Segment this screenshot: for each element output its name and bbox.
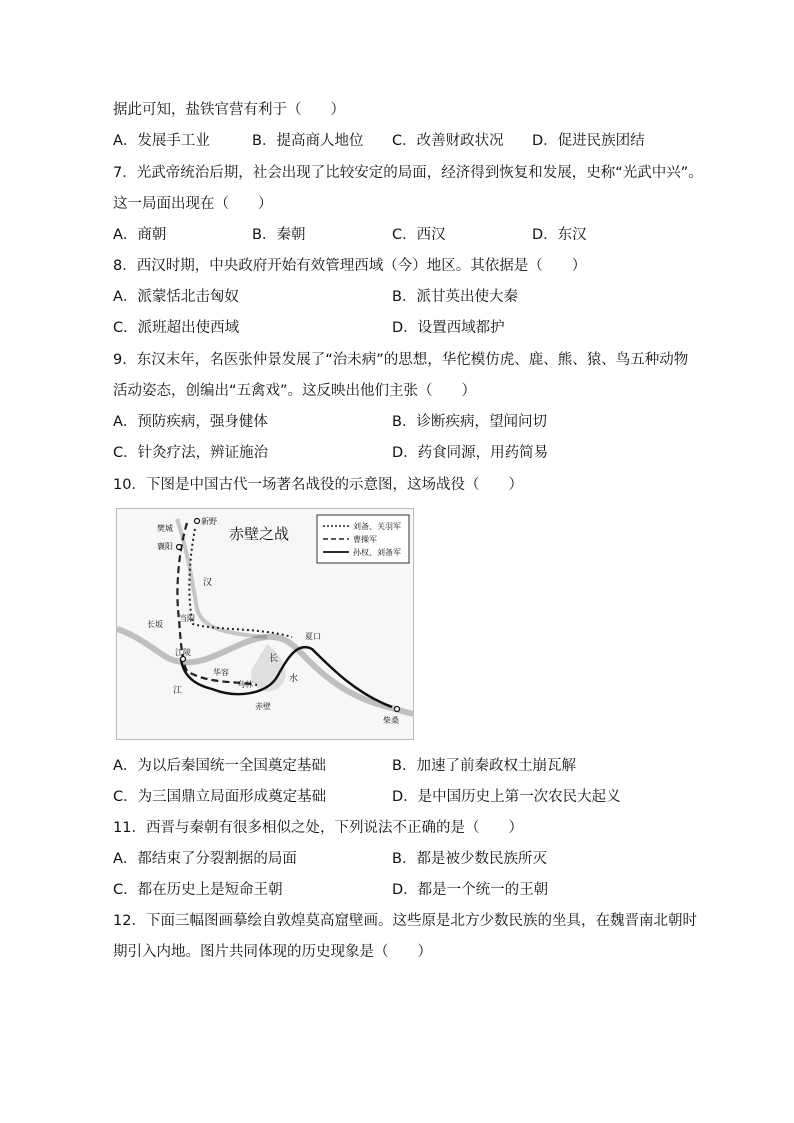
q9-stem-line1: 9．东汉末年，名医张仲景发展了“治未病”的思想，华佗模仿虎、鹿、熊、猿、鸟五种动物 [113,352,689,368]
q9-option-a[interactable]: A．预防疾病，强身健体 [113,414,268,430]
q7-stem-line1: 7．光武帝统治后期，社会出现了比较安定的局面，经济得到恢复和发展，史称“光武中兴”。 [113,165,703,181]
q11-option-c[interactable]: C．都在历史上是短命王朝 [113,882,283,898]
q12-stem-line1: 12．下面三幅图画摹绘自敦煌莫高窟壁画。这些原是北方少数民族的坐具，在魏晋南北朝时 [113,913,697,929]
q8-option-c[interactable]: C．派班超出使西域 [113,320,240,336]
city-xinye [195,519,200,524]
q9-option-b[interactable]: B．诊断疾病，望闻问切 [392,414,547,430]
q12-stem-line2: 期引入内地。图片共同体现的历史现象是（ ） [113,944,432,960]
q9-stem-line2: 活动姿态，创编出“五禽戏”。这反映出他们主张（ ） [113,383,477,399]
q10-option-d[interactable]: D．是中国历史上第一次农民大起义 [392,789,621,805]
q7-option-b[interactable]: B．秦朝 [252,227,306,243]
legend-sun-liu: 孙权、刘备军 [353,548,401,557]
city-chaisang [395,707,400,712]
q6-stem: 据此可知，盐铁官营有利于（ ） [113,102,345,118]
place-xiangyang: 襄阳 [157,542,173,551]
place-fancheng: 樊城 [157,524,173,533]
q10-option-b[interactable]: B．加速了前秦政权土崩瓦解 [392,758,576,774]
q6-option-a[interactable]: A．发展手工业 [113,133,210,149]
q6-option-d[interactable]: D．促进民族团结 [532,133,645,149]
legend-cao: 曹操军 [353,535,377,544]
q8-option-d[interactable]: D．设置西域都护 [392,320,505,336]
place-wulin: 乌林 [237,680,253,689]
place-jiangling: 江陵 [175,648,191,657]
river-label-han: 汉 [203,578,213,588]
q7-option-a[interactable]: A．商朝 [113,227,167,243]
place-huarong: 华容 [213,668,229,677]
q8-option-b[interactable]: B．派甘英出使大秦 [392,289,518,305]
place-xinye: 新野 [201,517,217,526]
q9-option-c[interactable]: C．针灸疗法，辨证施治 [113,445,269,461]
q10-option-a[interactable]: A．为以后秦国统一全国奠定基础 [113,758,326,774]
q10-stem: 10．下图是中国古代一场著名战役的示意图，这场战役（ ） [113,477,523,493]
q11-option-b[interactable]: B．都是被少数民族所灭 [392,851,547,867]
river-label-chang: 长 [269,654,279,664]
q7-option-c[interactable]: C．西汉 [392,227,446,243]
legend-liu-guan: 刘备、关羽军 [353,522,401,531]
place-changban: 长坂 [147,620,163,629]
q11-stem: 11．西晋与秦朝有很多相似之处，下列说法不正确的是（ ） [113,820,523,836]
q6-option-b[interactable]: B．提高商人地位 [252,133,364,149]
battle-map-figure [116,508,414,740]
q11-option-d[interactable]: D．都是一个统一的王朝 [392,882,549,898]
river-label-jiang: 江 [173,686,183,696]
river-label-shui: 水 [289,674,299,684]
q10-option-c[interactable]: C．为三国鼎立局面形成奠定基础 [113,789,327,805]
q7-option-d[interactable]: D．东汉 [532,227,587,243]
q9-option-d[interactable]: D．药食同源，用药简易 [392,445,549,461]
place-dangyang: 当阳 [179,614,195,623]
place-chibi: 赤壁 [255,702,271,711]
map-title: 赤壁之战 [229,525,290,543]
city-xiangyang [177,545,182,550]
q8-stem: 8．西汉时期，中央政府开始有效管理西域（今）地区。其依据是（ ） [113,258,587,274]
q8-option-a[interactable]: A．派蒙恬北击匈奴 [113,289,239,305]
q11-option-a[interactable]: A．都结束了分裂割据的局面 [113,851,297,867]
place-xiakou: 夏口 [305,632,321,641]
q6-option-c[interactable]: C．改善财政状况 [392,133,504,149]
place-chaisang: 柴桑 [383,716,399,725]
city-jiangling [181,657,186,662]
q7-stem-line2: 这一局面出现在（ ） [113,196,273,212]
